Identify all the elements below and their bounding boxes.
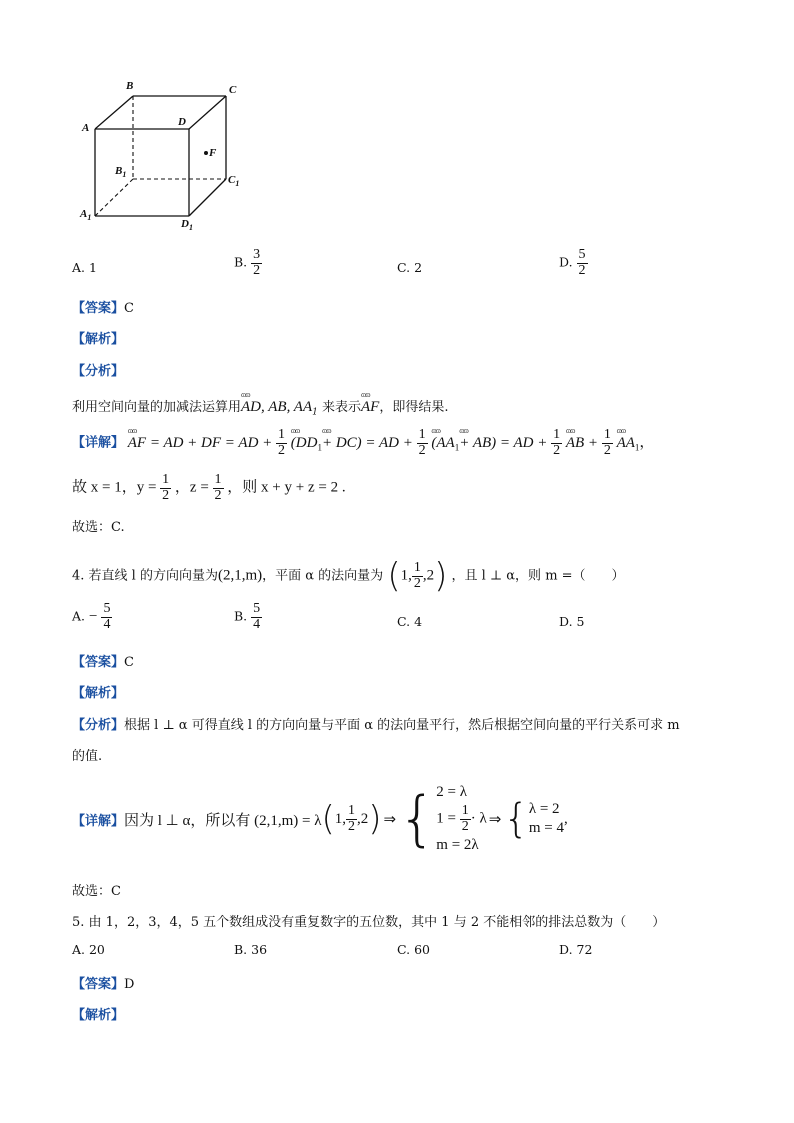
- fraction: $\frac{1}{2}$: [553, 427, 561, 458]
- q4-answer: 【答案】C: [72, 655, 134, 670]
- q3-fenxi-label: 【分析】: [72, 364, 125, 379]
- q3-choose: 故选：C.: [72, 520, 125, 535]
- fraction: $\frac{5}{4}$: [103, 601, 111, 632]
- fraction: $\frac{1}{2}$: [418, 427, 426, 458]
- fraction: $\frac{3}{2}$: [253, 247, 261, 278]
- q5-option-a[interactable]: A. 20: [72, 942, 105, 957]
- label-b1: $B_1$: [115, 165, 127, 180]
- q3-option-b[interactable]: B. $\frac{3}{2}$: [234, 247, 261, 278]
- fraction: $\frac{1}{2}$: [603, 427, 611, 458]
- q4-stem: 4. 若直线 l 的方向向量为(2,1,m)，平面 α 的法向量为 (1, $\frac{1}{2}$ ,2) ，且 l ⊥ α，则 m =（ ）: [72, 556, 625, 596]
- q4-option-d[interactable]: D. 5: [559, 614, 585, 629]
- q4-option-b[interactable]: B. $\frac{5}{4}$: [234, 601, 261, 632]
- label-f: F: [209, 147, 217, 159]
- fraction: $\frac{1}{2}$: [461, 802, 469, 834]
- q4-choose: 故选：C: [72, 884, 121, 899]
- q3-analysis-label: 【解析】: [72, 332, 125, 347]
- system-1: 2 = λ 1 = $\frac{1}{2}$ · λ m = 2λ: [436, 784, 487, 854]
- q3-detail: 【详解】 ɷɷ AF = AD + DF = AD + $\frac{1}{2}$ ɷɷ $(DD_1ɷɷ + DC)$ = AD + $\frac{1}{2}$ ɷɷ $(AA_1ɷɷ + AB)$ = AD + $\frac{1}{2}$ ɷɷ AB + $\frac{1}{2}$ ɷɷ $AA_1$，: [72, 428, 654, 458]
- q3-option-d[interactable]: D. $\frac{5}{2}$: [559, 247, 586, 278]
- fraction: $\frac{1}{2}$: [348, 802, 356, 834]
- q5-analysis-label: 【解析】: [72, 1008, 125, 1023]
- q4-fenxi: 【分析】根据 l ⊥ α 可得直线 l 的方向向量与平面 α 的法向量平行，然后根据空间向量的平行关系可求 m: [72, 718, 680, 733]
- fraction: $\frac{1}{2}$: [214, 472, 222, 503]
- label-a1: $A_1$: [80, 208, 92, 223]
- q3-option-a[interactable]: A. 1: [72, 260, 97, 275]
- q4-option-a[interactable]: A. − $\frac{5}{4}$: [72, 601, 111, 632]
- label-d1: $D_1$: [181, 218, 193, 233]
- q3-answer: 【答案】C: [72, 301, 134, 316]
- label-a: A: [82, 122, 90, 134]
- cube-figure: [78, 76, 258, 236]
- q5-option-c[interactable]: C. 60: [397, 942, 430, 957]
- q4-detail: 【详解】 因为 l ⊥ α，所以有 (2,1,m) = λ ( 1, $\frac{1}{2}$ ,2 ) ⇒ { 2 = λ 1 = $\frac{1}{2}$ · λ m = 2λ ⇒ { λ = 2 m = 4 ,: [72, 774, 568, 864]
- label-d: D: [178, 116, 186, 128]
- system-2: λ = 2 m = 4: [528, 800, 564, 836]
- q3-option-c[interactable]: C. 2: [397, 260, 423, 275]
- label-c1: $C_1$: [228, 174, 240, 189]
- q5-answer: 【答案】D: [72, 977, 135, 992]
- label-c: C: [229, 84, 237, 96]
- fraction: $\frac{5}{2}$: [578, 247, 586, 278]
- label-b: B: [126, 80, 134, 92]
- q4-fenxi-cont: 的值.: [72, 749, 103, 764]
- fraction: $\frac{1}{2}$: [278, 427, 286, 458]
- fraction: $\frac{1}{2}$: [162, 472, 170, 503]
- q3-therefore: 故 x = 1，y = $\frac{1}{2}$ ，z = $\frac{1}{2}$ ，则 x + y + z = 2 .: [72, 472, 346, 503]
- fraction: $\frac{5}{4}$: [253, 601, 261, 632]
- fraction: $\frac{1}{2}$: [413, 559, 421, 591]
- q5-option-d[interactable]: D. 72: [559, 942, 593, 957]
- q3-fenxi-text: 利用空间向量的加减法运算用ɷɷ AD, AB, $AA_1$ 来表示ɷɷ AF，即得结果.: [72, 396, 448, 418]
- point-f: [204, 151, 208, 155]
- q5-option-b[interactable]: B. 36: [234, 942, 268, 957]
- q4-option-c[interactable]: C. 4: [397, 614, 423, 629]
- q4-analysis-label: 【解析】: [72, 686, 125, 701]
- q5-stem: 5. 由 1，2，3，4，5 五个数组成没有重复数字的五位数，其中 1 与 2 不能相邻的排法总数为（ ）: [72, 915, 666, 930]
